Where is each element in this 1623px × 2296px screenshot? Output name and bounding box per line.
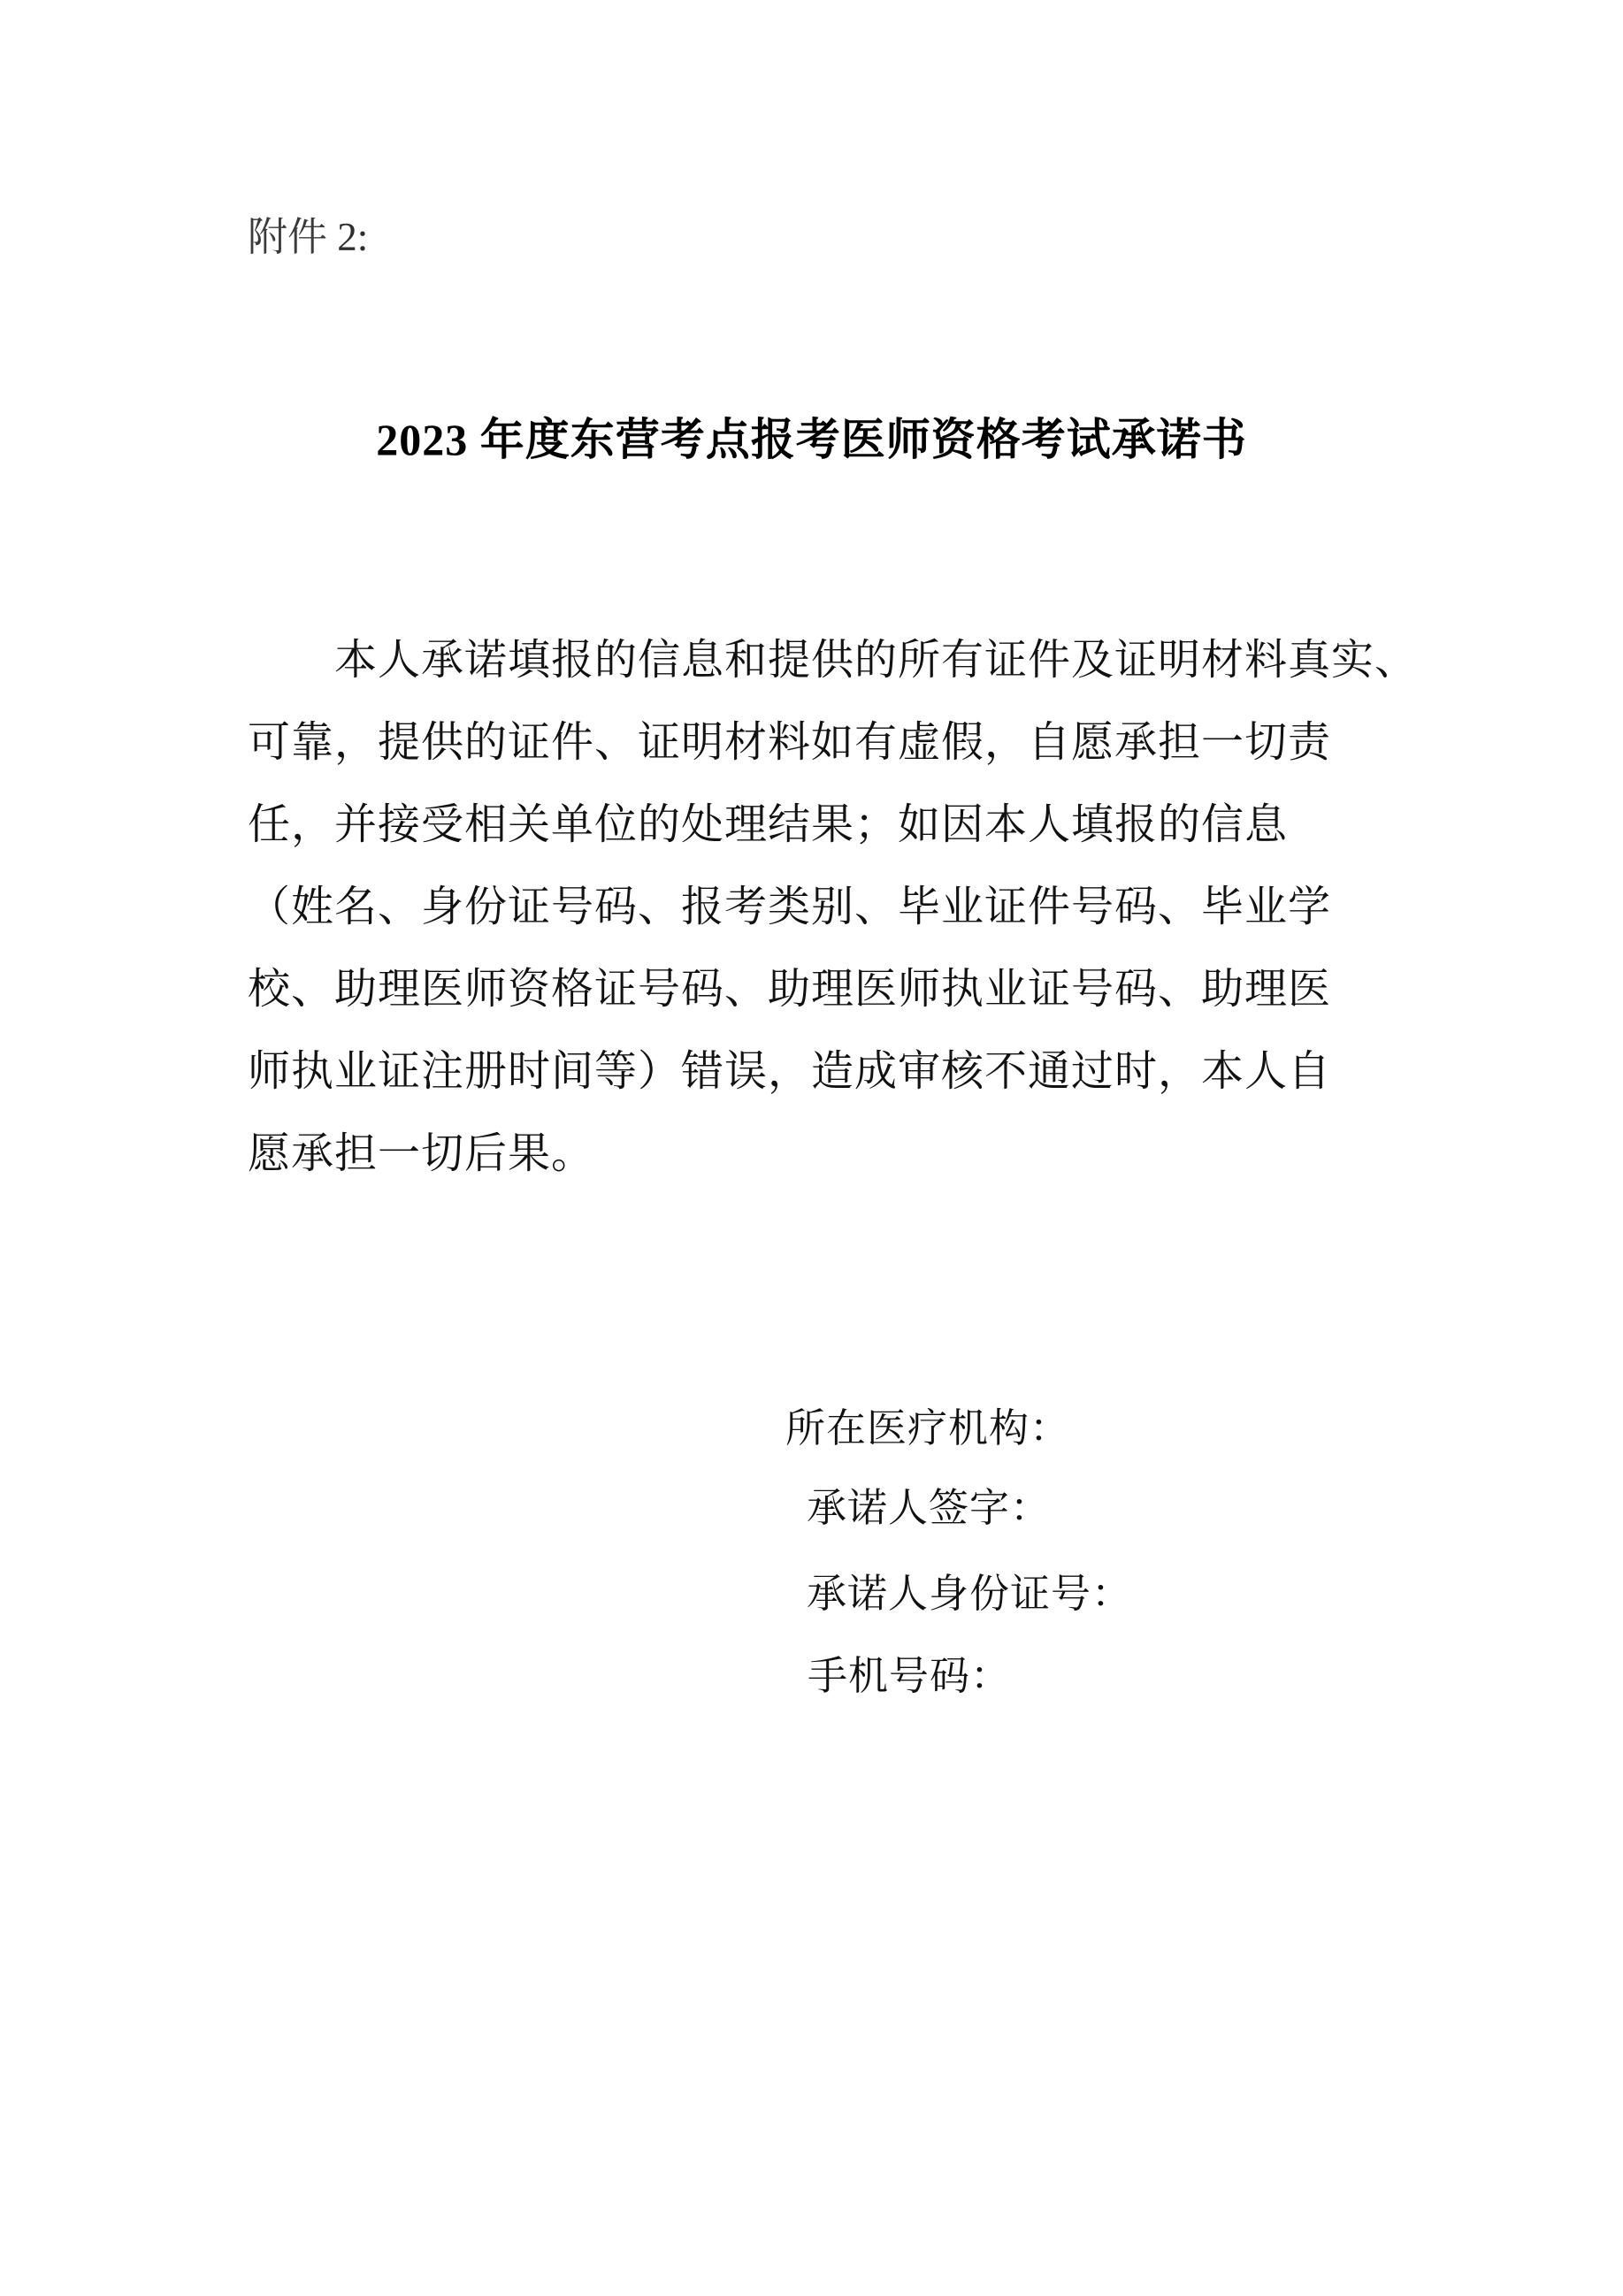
signature-field-signer-signature: 承诺人签字： [807,1486,1052,1530]
body-line-1: 本人承诺填报的信息和提供的所有证件及证明材料真实、 [334,637,1419,684]
signature-field-mobile-number: 手机号码： [808,1654,1012,1698]
attachment-number: 2: [327,215,369,259]
body-line-5: 校、助理医师资格证号码、助理医师执业证号码、助理医 [248,966,1332,1013]
body-line-4: （姓名、身份证号码、报考类别、毕业证件号码、毕业学 [248,884,1332,930]
document-title: 2023 年度东营考点报考医师资格考试承诺书 [376,415,1247,464]
attachment-label [248,212,368,262]
body-line-7: 愿承担一切后果。 [248,1130,595,1177]
body-line-6: 师执业证注册时间等）错误，造成审核不通过时，本人自 [248,1048,1332,1095]
signature-field-medical-institution: 所在医疗机构： [785,1406,1071,1450]
commitment-paragraph [248,619,1424,1195]
signature-field-signer-id-number: 承诺人身份证号： [807,1572,1133,1616]
body-line-2: 可靠，提供的证件、证明材料如有虚假，自愿承担一切责 [248,719,1332,766]
attachment-label-text: 附件 [248,214,328,259]
body-line-3: 任，并接受相关单位的处理结果；如因本人填报的信息 [248,801,1289,848]
